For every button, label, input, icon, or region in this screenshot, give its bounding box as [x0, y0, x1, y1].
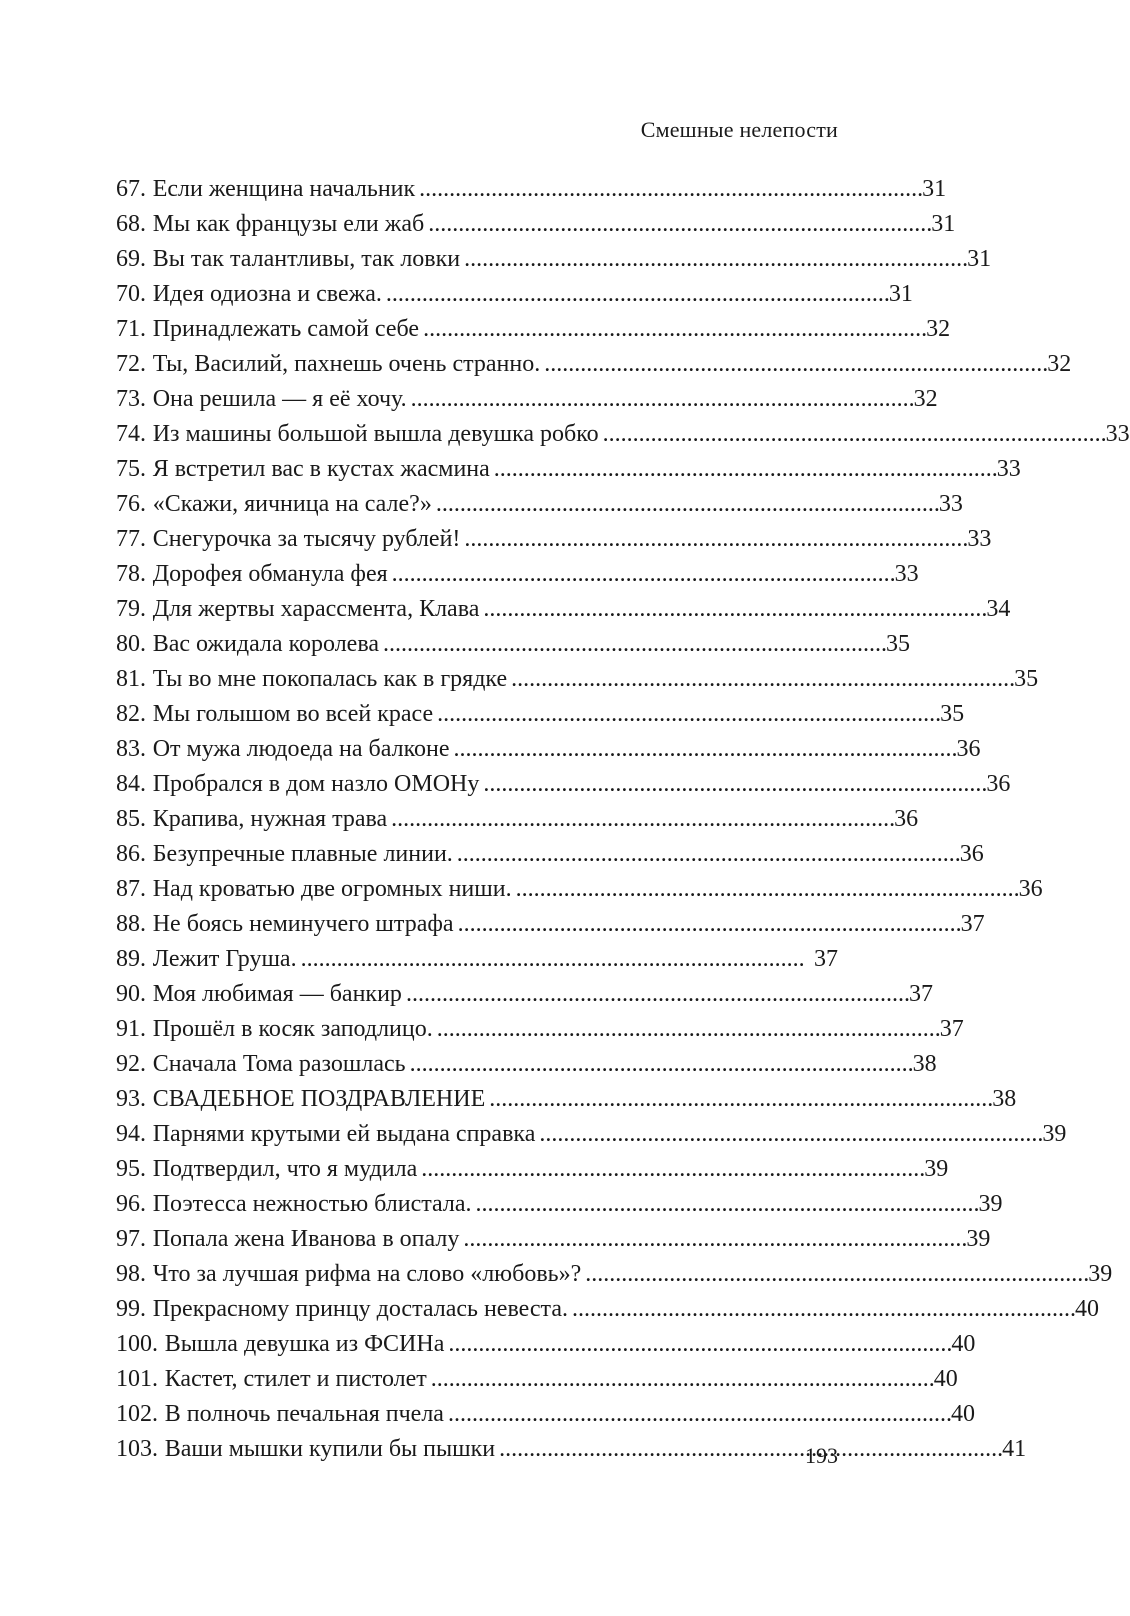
toc-entry-title: «Скажи, яичница на сале?» [152, 491, 432, 517]
toc-entry-title: Лежит Груша. [152, 946, 297, 972]
toc-entry-title: Пробрался в дом назло ОМОНу [152, 771, 480, 797]
toc-entry-page: 31 [888, 281, 913, 307]
toc-dot-leader [507, 662, 1012, 697]
toc-entry-page: 36 [1018, 876, 1043, 902]
toc-entry-page: 37 [939, 1016, 964, 1042]
toc-entry-title: Попала жена Иванова в опалу [152, 1226, 460, 1252]
toc-entry-number: 87. [116, 876, 146, 902]
toc-entry-title: Вас ожидала королева [152, 631, 379, 657]
toc-entry [116, 697, 965, 732]
toc-dot-leader [460, 522, 965, 557]
toc-dot-leader [535, 1117, 1040, 1152]
toc-entry-number: 71. [116, 316, 146, 342]
toc-entry [116, 1152, 949, 1187]
toc-entry-page: 41 [1002, 1436, 1027, 1462]
toc-entry-page: 37 [814, 946, 838, 972]
toc-dot-leader [444, 1397, 949, 1432]
toc-entry-number: 67. [116, 176, 146, 202]
toc-entry [116, 382, 938, 417]
toc-entry [116, 1082, 1017, 1117]
toc-entry-page: 33 [938, 491, 963, 517]
toc-dot-leader [388, 557, 893, 592]
toc-dot-leader [454, 907, 959, 942]
toc-entry-number: 81. [116, 666, 146, 692]
toc-entry-number: 99. [116, 1296, 146, 1322]
toc-entry-number: 82. [116, 701, 146, 727]
toc-entry-number: 96. [116, 1191, 146, 1217]
toc-entry [116, 942, 838, 977]
toc-entry-number: 78. [116, 561, 146, 587]
toc-entry [116, 1117, 1067, 1152]
toc-dot-leader [406, 1047, 911, 1082]
toc-entry [116, 837, 984, 872]
toc-dot-leader [568, 1292, 1073, 1327]
toc-entry-title: Ты во мне покопалась как в грядке [152, 666, 508, 692]
toc-entry-title: Безупречные плавные линии. [152, 841, 453, 867]
toc-entry [116, 242, 992, 277]
toc-entry-title: От мужа людоеда на балконе [152, 736, 450, 762]
toc-entry-title: Дорофея обманула фея [152, 561, 388, 587]
toc-dot-leader [433, 697, 938, 732]
toc-entry [116, 1187, 1003, 1222]
toc-entry [116, 452, 1021, 487]
toc-dot-leader [581, 1257, 1086, 1292]
toc-entry-title: В полночь печальная пчела [164, 1401, 444, 1427]
toc-dot-leader [427, 1362, 932, 1397]
toc-dot-leader [459, 1222, 964, 1257]
toc-entry-number: 100. [116, 1331, 158, 1357]
toc-entry [116, 662, 1039, 697]
toc-entry-page: 32 [913, 386, 938, 412]
toc-entry-number: 70. [116, 281, 146, 307]
toc-entry-title: Если женщина начальник [152, 176, 416, 202]
toc-entry-title: Над кроватью две огромных ниши. [152, 876, 512, 902]
toc-entry-page: 39 [1042, 1121, 1067, 1147]
toc-dot-leader [485, 1082, 990, 1117]
toc-entry-page: 39 [966, 1226, 991, 1252]
toc-entry-page: 33 [1105, 421, 1130, 447]
toc-entry-number: 80. [116, 631, 146, 657]
toc-dot-leader [387, 802, 892, 837]
toc-dot-leader [540, 347, 1045, 382]
toc-entry-page: 31 [967, 246, 992, 272]
toc-entry-title: Ваши мышки купили бы пышки [164, 1436, 496, 1462]
toc-entry-number: 85. [116, 806, 146, 832]
toc-dot-leader [453, 837, 958, 872]
toc-entry-number: 102. [116, 1401, 158, 1427]
toc-entry-page: 37 [908, 981, 933, 1007]
toc-entry [116, 802, 919, 837]
toc-entry-page: 33 [996, 456, 1021, 482]
toc-entry-number: 89. [116, 946, 146, 972]
toc-dot-leader [450, 732, 955, 767]
toc-entry-title: Что за лучшая рифма на слово «любовь»? [152, 1261, 582, 1287]
toc-entry-page: 40 [950, 1401, 975, 1427]
toc-entry-page: 32 [926, 316, 951, 342]
toc-entry [116, 557, 919, 592]
toc-entry-page: 37 [960, 911, 985, 937]
toc-entry-title: Вышла девушка из ФСИНа [164, 1331, 445, 1357]
toc-entry-number: 84. [116, 771, 146, 797]
page-number: 193 [805, 1443, 838, 1468]
toc-entry-title: Кастет, стилет и пистолет [164, 1366, 427, 1392]
toc-entry-page: 38 [992, 1086, 1017, 1112]
toc-entry-title: Идея одиозна и свежа. [152, 281, 382, 307]
toc-entry-page: 36 [894, 806, 919, 832]
toc-entry-number: 93. [116, 1086, 146, 1112]
toc-entry [116, 627, 910, 662]
toc-entry-number: 95. [116, 1156, 146, 1182]
toc-entry-title: Прекрасному принцу досталась невеста. [152, 1296, 568, 1322]
toc-entry [116, 872, 1043, 907]
toc-entry [116, 1397, 975, 1432]
toc-entry [116, 732, 981, 767]
toc-dot-leader [382, 277, 887, 312]
toc-entry [116, 207, 956, 242]
toc-dot-leader [495, 1432, 1000, 1467]
toc-entry-number: 76. [116, 491, 146, 517]
toc-entry [116, 347, 1072, 382]
toc-entry-page: 39 [1088, 1261, 1113, 1287]
toc-entry-title: Из машины большой вышла девушка робко [152, 421, 599, 447]
toc-entry-title: Не боясь неминучего штрафа [152, 911, 454, 937]
toc-dot-leader [460, 242, 965, 277]
toc-entry-page: 34 [986, 596, 1011, 622]
toc-entry-page: 40 [1074, 1296, 1099, 1322]
toc-entry [116, 907, 985, 942]
toc-entry [116, 417, 1130, 452]
toc-dot-leader [407, 382, 912, 417]
toc-entry-title: Ты, Василий, пахнешь очень странно. [152, 351, 541, 377]
toc-dot-leader [417, 1152, 922, 1187]
toc-entry [116, 487, 963, 522]
toc-entry-number: 97. [116, 1226, 146, 1252]
toc-dot-leader [297, 942, 812, 977]
toc-dot-leader [479, 767, 984, 802]
toc-entry-title: Вы так талантливы, так ловки [152, 246, 461, 272]
toc-entry [116, 1047, 937, 1082]
toc-dot-leader [433, 1012, 938, 1047]
toc-entry-page: 35 [940, 701, 965, 727]
toc-dot-leader [432, 487, 937, 522]
toc-entry-page: 35 [1014, 666, 1039, 692]
toc-entry-page: 36 [959, 841, 984, 867]
toc-entry-number: 94. [116, 1121, 146, 1147]
toc-entry-page: 36 [956, 736, 981, 762]
toc-entry-number: 98. [116, 1261, 146, 1287]
toc-dot-leader [402, 977, 907, 1012]
toc-entry-number: 90. [116, 981, 146, 1007]
toc-entry [116, 1432, 1027, 1467]
toc-entry-number: 103. [116, 1436, 158, 1462]
toc-entry-title: Мы как французы ели жаб [152, 211, 425, 237]
toc-entry [116, 767, 1011, 802]
toc-entry-page: 31 [931, 211, 956, 237]
toc-entry-number: 68. [116, 211, 146, 237]
toc-entry-number: 69. [116, 246, 146, 272]
toc-entry-page: 40 [951, 1331, 976, 1357]
toc-entry-title: Подтвердил, что я мудила [152, 1156, 418, 1182]
toc-entry [116, 977, 933, 1012]
toc-entry-number: 74. [116, 421, 146, 447]
table-of-contents [116, 172, 1130, 1467]
toc-entry [116, 1362, 958, 1397]
toc-entry-title: Сначала Тома разошлась [152, 1051, 406, 1077]
toc-dot-leader [472, 1187, 977, 1222]
toc-entry-number: 91. [116, 1016, 146, 1042]
toc-entry-number: 83. [116, 736, 146, 762]
toc-entry-number: 75. [116, 456, 146, 482]
toc-dot-leader [379, 627, 884, 662]
toc-entry-title: Принадлежать самой себе [152, 316, 420, 342]
toc-entry-title: Парнями крутыми ей выдана справка [152, 1121, 536, 1147]
toc-entry-page: 38 [912, 1051, 937, 1077]
toc-entry-page: 39 [924, 1156, 949, 1182]
toc-entry-page: 33 [967, 526, 992, 552]
toc-dot-leader [424, 207, 929, 242]
toc-entry-title: Она решила — я её хочу. [152, 386, 407, 412]
toc-dot-leader [444, 1327, 949, 1362]
toc-entry [116, 1327, 976, 1362]
toc-dot-leader [479, 592, 984, 627]
toc-entry-title: Прошёл в косяк заподлицо. [152, 1016, 433, 1042]
toc-entry [116, 277, 913, 312]
toc-entry-page: 35 [885, 631, 910, 657]
toc-entry-number: 88. [116, 911, 146, 937]
toc-dot-leader [419, 312, 924, 347]
toc-entry [116, 1012, 964, 1047]
toc-entry-title: Крапива, нужная трава [152, 806, 388, 832]
toc-entry-page: 36 [986, 771, 1011, 797]
toc-entry-title: Мы голышом во всей красе [152, 701, 434, 727]
toc-entry-title: Для жертвы харассмента, Клава [152, 596, 480, 622]
toc-entry [116, 592, 1011, 627]
toc-entry-title: Моя любимая — банкир [152, 981, 402, 1007]
toc-entry-number: 73. [116, 386, 146, 412]
toc-entry-page: 39 [978, 1191, 1003, 1217]
toc-entry [116, 1222, 991, 1257]
toc-entry-number: 86. [116, 841, 146, 867]
toc-entry-number: 79. [116, 596, 146, 622]
toc-entry-title: СВАДЕБНОЕ ПОЗДРАВЛЕНИЕ [152, 1086, 486, 1112]
toc-entry-title: Снегурочка за тысячу рублей! [152, 526, 461, 552]
running-header: Смешные нелепости [640, 117, 838, 142]
toc-entry-page: 32 [1047, 351, 1072, 377]
toc-entry [116, 1257, 1113, 1292]
toc-entry-number: 77. [116, 526, 146, 552]
toc-dot-leader [415, 172, 920, 207]
toc-entry-number: 92. [116, 1051, 146, 1077]
toc-entry-title: Поэтесса нежностью блистала. [152, 1191, 472, 1217]
toc-entry [116, 172, 947, 207]
toc-entry [116, 1292, 1099, 1327]
toc-entry-number: 72. [116, 351, 146, 377]
toc-entry [116, 522, 992, 557]
toc-entry [116, 312, 951, 347]
toc-dot-leader [599, 417, 1104, 452]
toc-entry-page: 33 [894, 561, 919, 587]
toc-dot-leader [490, 452, 995, 487]
toc-entry-number: 101. [116, 1366, 158, 1392]
toc-entry-page: 40 [933, 1366, 958, 1392]
toc-entry-title: Я встретил вас в кустах жасмина [152, 456, 490, 482]
toc-entry-page: 31 [922, 176, 947, 202]
toc-dot-leader [512, 872, 1017, 907]
